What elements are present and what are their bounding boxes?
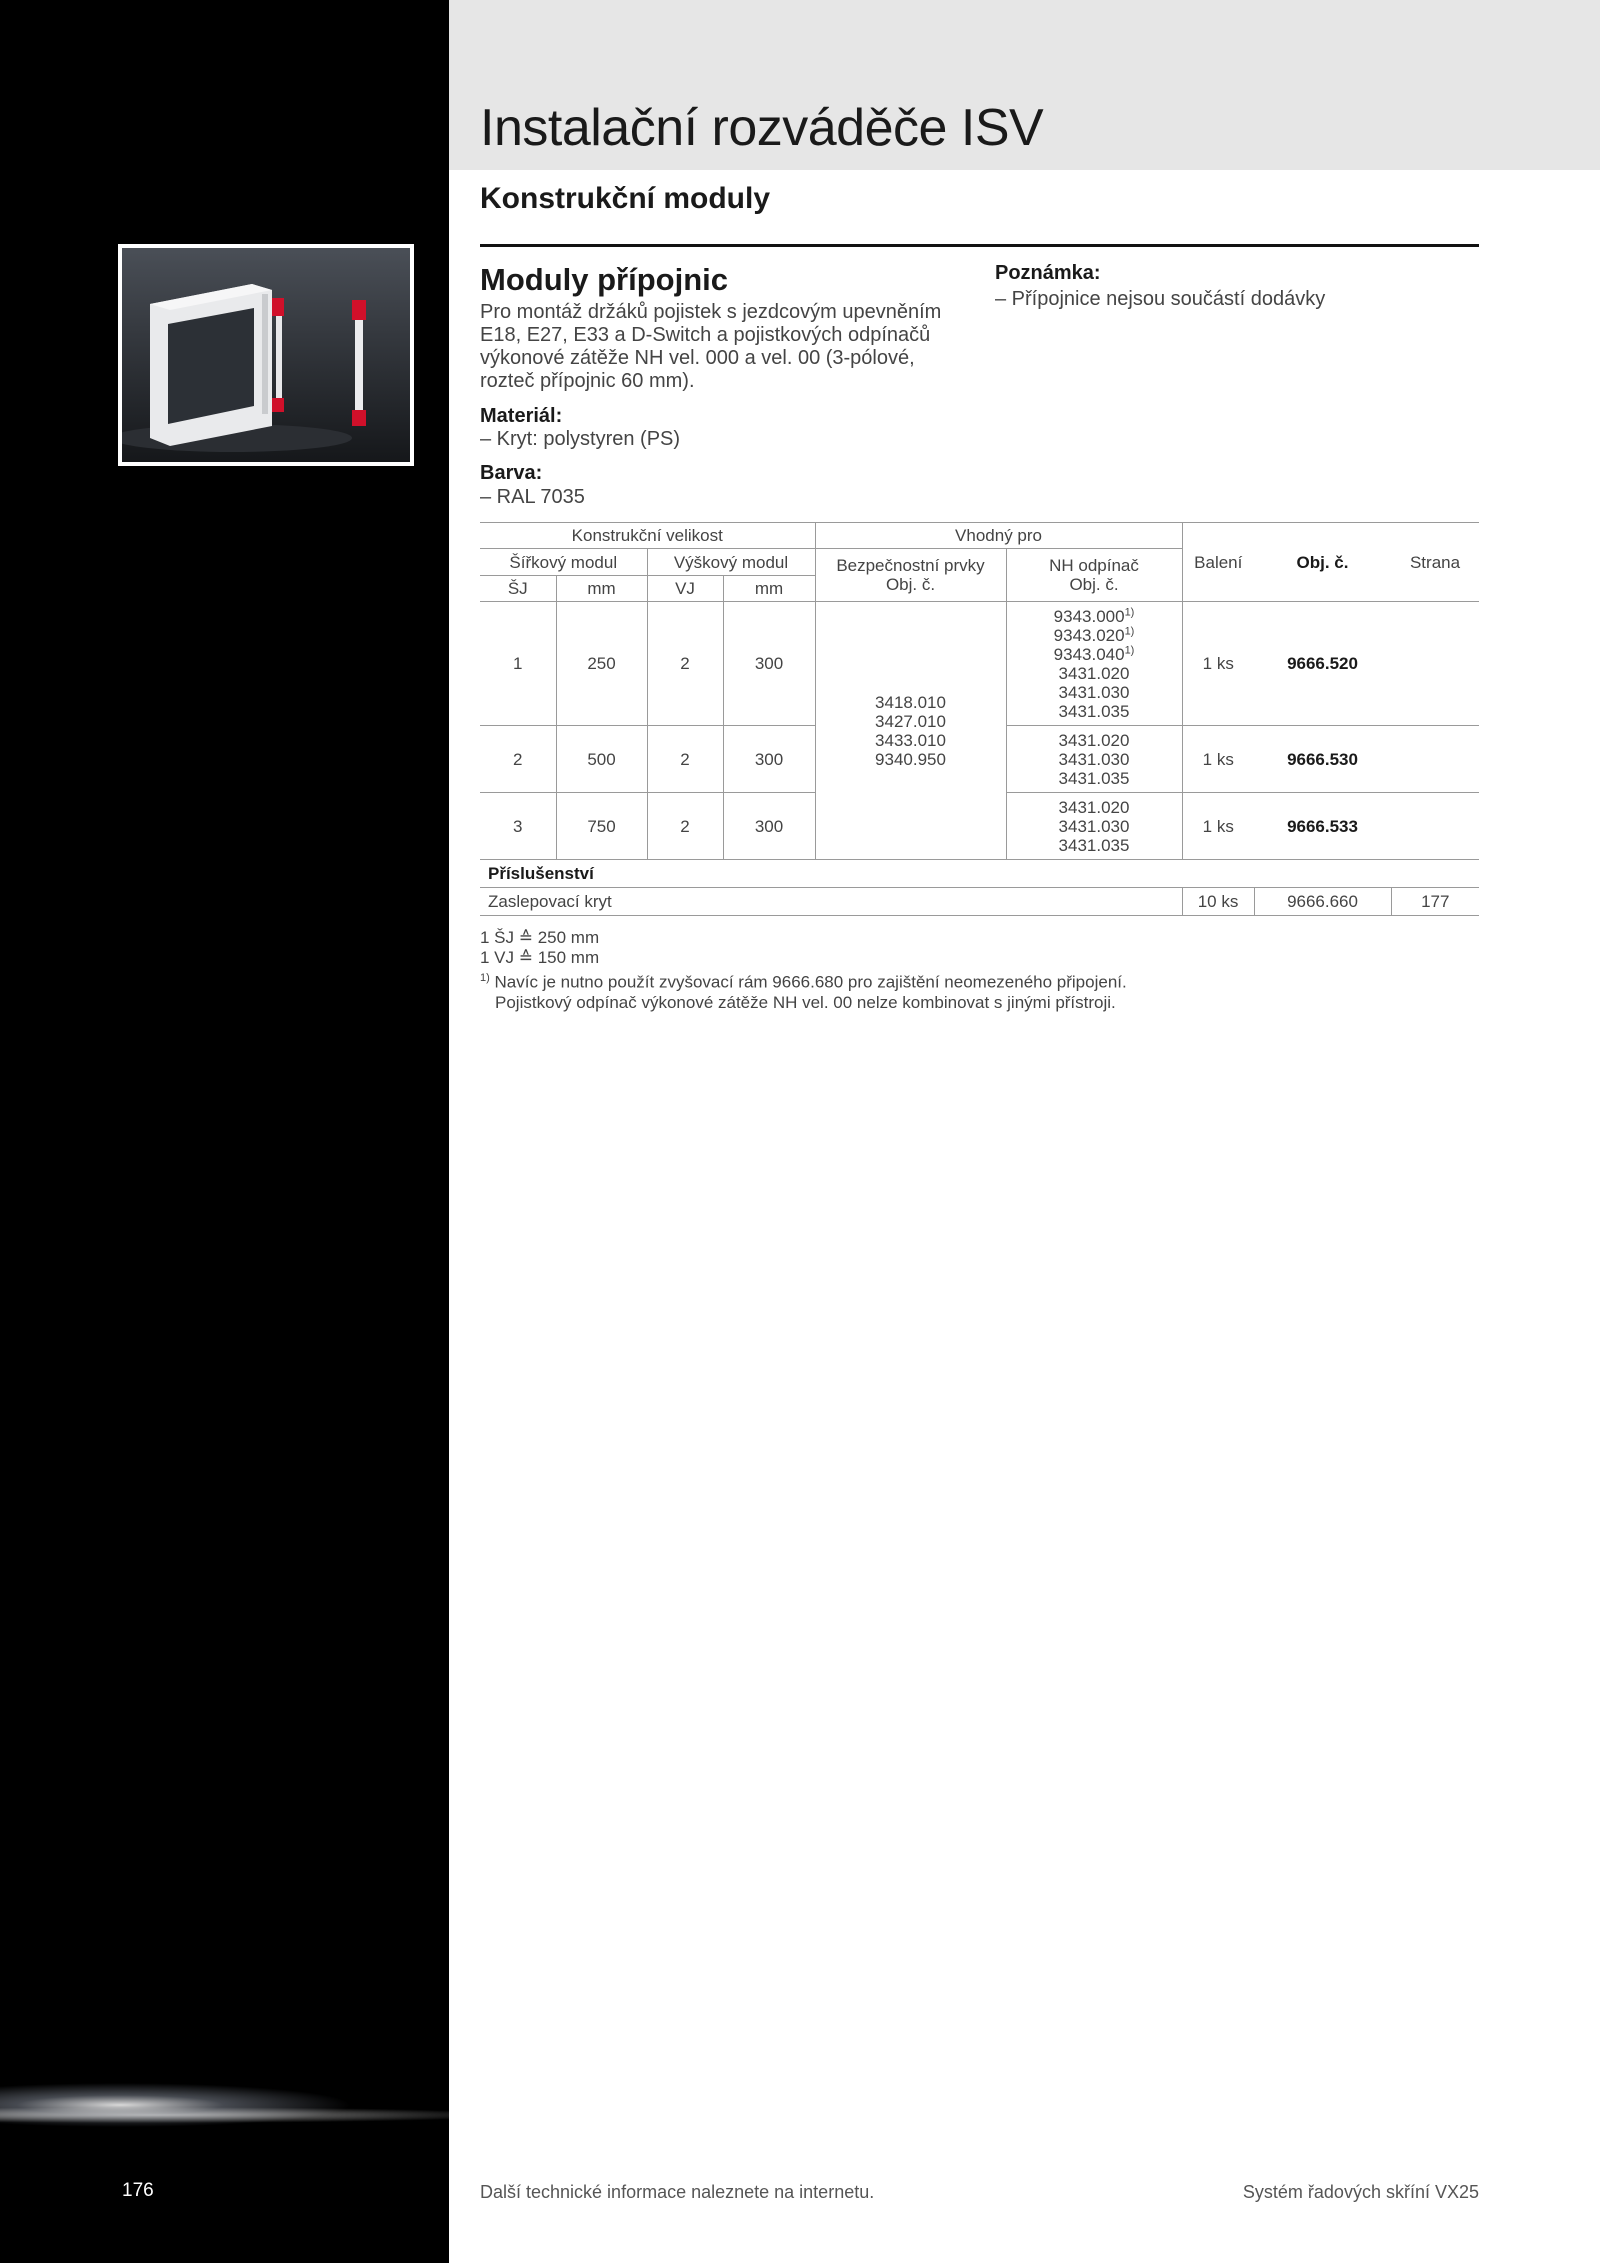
cell-packaging: 1 ks — [1182, 726, 1254, 793]
cell-width-mm: 750 — [556, 793, 647, 860]
footnote-marker: 1) — [1124, 624, 1135, 637]
safety-item: 3418.010 — [875, 692, 946, 712]
subheader-sj: ŠJ — [480, 576, 556, 602]
cell-page — [1391, 726, 1479, 793]
header-suitable-for: Vhodný pro — [815, 523, 1182, 549]
nh-item: 3431.035 — [1058, 701, 1130, 721]
product-photo — [118, 244, 414, 466]
accessory-row — [480, 888, 1479, 916]
table-row — [480, 602, 1479, 726]
footnote-line: 1 VJ ≙ 150 mm — [480, 948, 600, 967]
header-safety-elements — [815, 549, 1006, 602]
subheader-vj: VJ — [647, 576, 723, 602]
cell-height-mm: 300 — [723, 602, 815, 726]
cell-nh — [1006, 602, 1182, 726]
cell-vj: 2 — [647, 793, 723, 860]
cell-vj: 2 — [647, 726, 723, 793]
safety-item: 3427.010 — [875, 711, 946, 731]
material-item: – Kryt: polystyren (PS) — [480, 428, 681, 450]
footer-right-text: Systém řadových skříní VX25 — [1242, 2182, 1479, 2202]
module-description: Pro montáž držáků pojistek s jezdcovým upevněním E18, E27, E33 a D-Switch a pojistkových odpínačů výkonové zátěže NH vel. 000 a vel. 00 (3-pólové, rozteč přípojnic 60 mm). — [480, 301, 942, 392]
nh-item — [1007, 607, 1182, 626]
note-item: – Přípojnice nejsou součástí dodávky — [995, 288, 1326, 310]
cell-sj: 2 — [480, 726, 556, 793]
cell-page — [1391, 602, 1479, 726]
busbar-module-illustration — [122, 248, 410, 462]
footnote-line: 1 ŠJ ≙ 250 mm — [480, 928, 600, 947]
cell-packaging: 1 ks — [1182, 793, 1254, 860]
footnote-line: Pojistkový odpínač výkonové zátěže NH vel. 00 nelze kombinovat s jinými přístroji. — [495, 992, 1116, 1012]
nh-item: 3431.020 — [1058, 663, 1130, 683]
accessory-packaging: 10 ks — [1182, 888, 1254, 916]
nh-item: 3431.030 — [1058, 682, 1130, 702]
cell-order-number: 9666.533 — [1254, 793, 1391, 860]
header-width-module: Šířkový modul — [480, 549, 647, 576]
subheader-width-mm: mm — [556, 576, 647, 602]
cell-nh — [1006, 726, 1182, 793]
cell-height-mm: 300 — [723, 726, 815, 793]
nh-item: 3431.020 — [1058, 730, 1130, 750]
nh-code: 9343.040 — [1053, 644, 1125, 664]
cell-height-mm: 300 — [723, 793, 815, 860]
accessory-name: Zaslepovací kryt — [480, 888, 1182, 916]
page-title: Instalační rozváděče ISV — [480, 99, 1044, 157]
header-order-number: Obj. č. — [1254, 523, 1391, 602]
subheader-height-mm: mm — [723, 576, 815, 602]
footnote-text: Navíc je nutno použít zvyšovací rám 9666.680 pro zajištění neomezeného připojení. — [494, 972, 1127, 992]
cell-width-mm: 250 — [556, 602, 647, 726]
decorative-light-streak-thin — [0, 2095, 449, 2135]
footnote-marker: 1) — [1124, 605, 1135, 618]
module-heading: Moduly přípojnic — [480, 262, 728, 297]
cell-vj: 2 — [647, 602, 723, 726]
color-label: Barva: — [480, 462, 543, 484]
nh-code: 9343.020 — [1053, 625, 1125, 645]
nh-item — [1007, 626, 1182, 645]
safety-item: 3433.010 — [875, 730, 946, 750]
title-divider — [480, 244, 1479, 247]
accessory-page: 177 — [1391, 888, 1479, 916]
cell-safety-elements — [815, 602, 1006, 860]
header-safety-obj: Obj. č. — [885, 575, 936, 594]
footnote-marker: 1) — [480, 972, 490, 984]
accessory-order-number: 9666.660 — [1254, 888, 1391, 916]
footnote-marker: 1) — [1124, 643, 1135, 656]
cell-page — [1391, 793, 1479, 860]
cell-width-mm: 500 — [556, 726, 647, 793]
nh-item: 3431.035 — [1058, 835, 1130, 855]
safety-item: 9340.950 — [875, 749, 946, 769]
header-nh-disconnector — [1006, 549, 1182, 602]
material-label: Materiál: — [480, 405, 563, 427]
cell-order-number: 9666.520 — [1254, 602, 1391, 726]
page-number: 176 — [122, 2180, 154, 2201]
header-construction-size: Konstrukční velikost — [480, 523, 815, 549]
footnotes — [480, 928, 1127, 1013]
note-label: Poznámka: — [995, 262, 1101, 284]
cell-sj: 1 — [480, 602, 556, 726]
accessories-header-row — [480, 860, 1479, 888]
cell-order-number: 9666.530 — [1254, 726, 1391, 793]
header-nh-label: NH odpínač — [1049, 556, 1139, 575]
cell-sj: 3 — [480, 793, 556, 860]
nh-item: 3431.035 — [1058, 768, 1130, 788]
footnote-line — [480, 968, 1127, 993]
color-item: – RAL 7035 — [480, 486, 585, 508]
header-safety-label: Bezpečnostní prvky — [836, 556, 985, 575]
header-height-module: Výškový modul — [647, 549, 815, 576]
nh-item: 3431.030 — [1058, 816, 1130, 836]
header-packaging: Balení — [1182, 523, 1254, 602]
nh-code: 9343.000 — [1053, 606, 1125, 626]
header-page: Strana — [1391, 523, 1479, 602]
header-nh-obj: Obj. č. — [1069, 575, 1119, 594]
footer-left-text: Další technické informace naleznete na internetu. — [480, 2182, 875, 2202]
nh-item: 3431.030 — [1058, 749, 1130, 769]
section-title: Konstrukční moduly — [480, 182, 771, 215]
nh-item: 3431.020 — [1058, 797, 1130, 817]
nh-item — [1007, 645, 1182, 664]
cell-packaging: 1 ks — [1182, 602, 1254, 726]
accessories-label: Příslušenství — [480, 860, 1479, 888]
specification-table — [480, 522, 1479, 916]
cell-nh — [1006, 793, 1182, 860]
